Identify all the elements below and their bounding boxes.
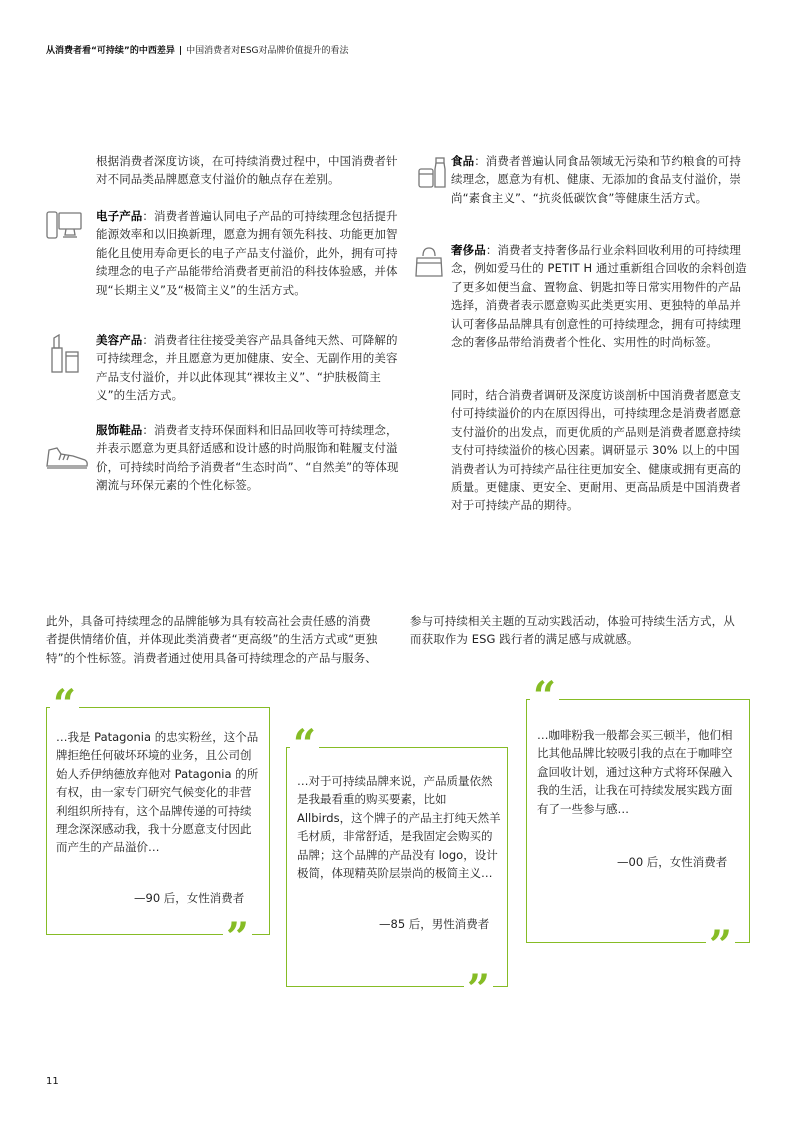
category-beauty-text: ：消费者往往接受美容产品具备纯天然、可降解的可持续理念，并且愿意为更加健康、安全、无副作用的美容产品支付溢价，并以此体现其“裸妆主义”、“护肤极简主义”的生活方式。 bbox=[96, 333, 398, 403]
category-food-label: 食品 bbox=[451, 154, 475, 168]
right-paragraph: 同时，结合消费者调研及深度访谈剖析中国消费者愿意支付可持续溢价的内在原因得出，可持续理念是消费者愿意支付溢价的出发点，而更优质的产品则是消费者愿意持续支付可持续溢价的核心因素。调研显示 30% 以上的中国消费者认为可持续产品往往更加安全、健康或拥有更高的质量。更健康、更安全、更耐用、更高品质是中国消费者对于可持续产品的期待。 bbox=[451, 388, 741, 513]
quote-close-icon: ” bbox=[464, 970, 493, 1010]
quote-1-attribution: —90 后，女性消费者 bbox=[134, 891, 245, 905]
quote-open-icon: “ bbox=[290, 725, 319, 765]
header-subtitle: 中国消费者对ESG对品牌价值提升的看法 bbox=[186, 46, 349, 56]
category-food-text: ：消费者普遍认同食品领域无污染和节约粮食的可持续理念，愿意为有机、健康、无添加的食品支付溢价，崇尚“素食主义”、“抗炎低碳饮食”等健康生活方式。 bbox=[451, 154, 742, 205]
food-jar-icon bbox=[416, 155, 446, 189]
lipstick-icon bbox=[50, 334, 82, 374]
category-luxury-text: ：消费者支持奢侈品行业余料回收利用的可持续理念，例如爱马仕的 PETIT H 通过重新组合回收的余料创造了更多如便当盒、置物盒、钥匙扣等日常实用物件的产品选择，消费者表示愿意购买此类更实用、更独特的单品并认可奢侈品品牌具有创意性的可持续理念，拥有可持续理念的奢侈品带给消费者个性化、实用性的时尚标签。 bbox=[451, 243, 747, 350]
quote-2-attribution: —85 后，男性消费者 bbox=[379, 917, 490, 931]
category-beauty-label: 美容产品 bbox=[96, 333, 143, 347]
category-apparel-text: ：消费者支持环保面料和旧品回收等可持续理念，并表示愿意为更具舒适感和设计感的时尚服饰和鞋履支付溢价，可持续时尚给予消费者“生态时尚”、“自然美”的等体现潮流与环保元素的个性化标签。 bbox=[96, 423, 399, 493]
handbag-icon bbox=[414, 246, 444, 278]
devices-icon bbox=[46, 210, 82, 242]
header-title: 从消费者看“可持续”的中西差异 bbox=[46, 46, 175, 56]
quote-open-icon: “ bbox=[530, 677, 559, 717]
category-electronics-text: ：消费者普遍认同电子产品的可持续理念包括提升能源效率和以旧换新理，愿意为拥有领先科技、功能更加智能化且使用寿命更长的电子产品支付溢价，此外，拥有可持续理念的电子产品能带给消费者更前沿的科技体验感，并体现“长期主义”及“极简主义”的生活方式。 bbox=[96, 209, 398, 297]
quote-open-icon: “ bbox=[50, 685, 79, 725]
category-luxury-label: 奢侈品 bbox=[451, 243, 486, 257]
page-number: 11 bbox=[46, 1076, 59, 1087]
quote-1-text: …我是 Patagonia 的忠实粉丝，这个品牌拒绝任何破坏环境的业务，且公司创始人乔伊纳德放弃他对 Patagonia 的所有权，由一家专门研究气候变化的非营利组织所持有，这个品牌传递的可持续理念深深感动我，我十分愿意支付因此而产生的产品溢价… bbox=[56, 730, 259, 855]
quote-close-icon: ” bbox=[223, 918, 252, 958]
intro-paragraph: 根据消费者深度访谈，在可持续消费过程中，中国消费者针对不同品类品牌愿意支付溢价的触点存在差别。 bbox=[96, 154, 398, 187]
running-header bbox=[46, 43, 349, 56]
category-luxury bbox=[451, 241, 751, 351]
category-beauty bbox=[96, 331, 400, 405]
body-paragraph: 此外，具备可持续理念的品牌能够为具有较高社会责任感的消费者提供情绪价值，并体现此类消费者“更高级”的生活方式或“更独特”的个性标签。消费者通过使用具备可持续理念的产品与服务、参与可持续相关主题的互动实践活动，体验可持续生活方式，从而获取作为 ESG 践行者的满足感与成就感。 bbox=[46, 614, 735, 665]
quote-close-icon: ” bbox=[706, 926, 735, 966]
category-food bbox=[451, 152, 751, 207]
category-apparel bbox=[96, 421, 400, 495]
header-separator: | bbox=[178, 46, 183, 56]
quote-3-text: …咖啡粉我一般都会买三顿半，他们相比其他品牌比较吸引我的点在于咖啡空盒回收计划，通过这种方式将环保融入我的生活，让我在可持续发展实践方面有了一些参与感… bbox=[537, 728, 733, 816]
quote-3-attribution: —00 后，女性消费者 bbox=[617, 855, 728, 869]
category-apparel-label: 服饰鞋品 bbox=[96, 423, 143, 437]
quote-2-text: …对于可持续品牌来说，产品质量依然是我最看重的购买要素，比如 Allbirds，这个牌子的产品主打纯天然羊毛材质，非常舒适，是我固定会购买的品牌；这个品牌的产品没有 logo，设计极简，体现精英阶层崇尚的极简主义… bbox=[297, 774, 501, 881]
category-electronics-label: 电子产品 bbox=[96, 209, 143, 223]
sneaker-icon bbox=[45, 442, 89, 472]
category-electronics bbox=[96, 207, 400, 299]
